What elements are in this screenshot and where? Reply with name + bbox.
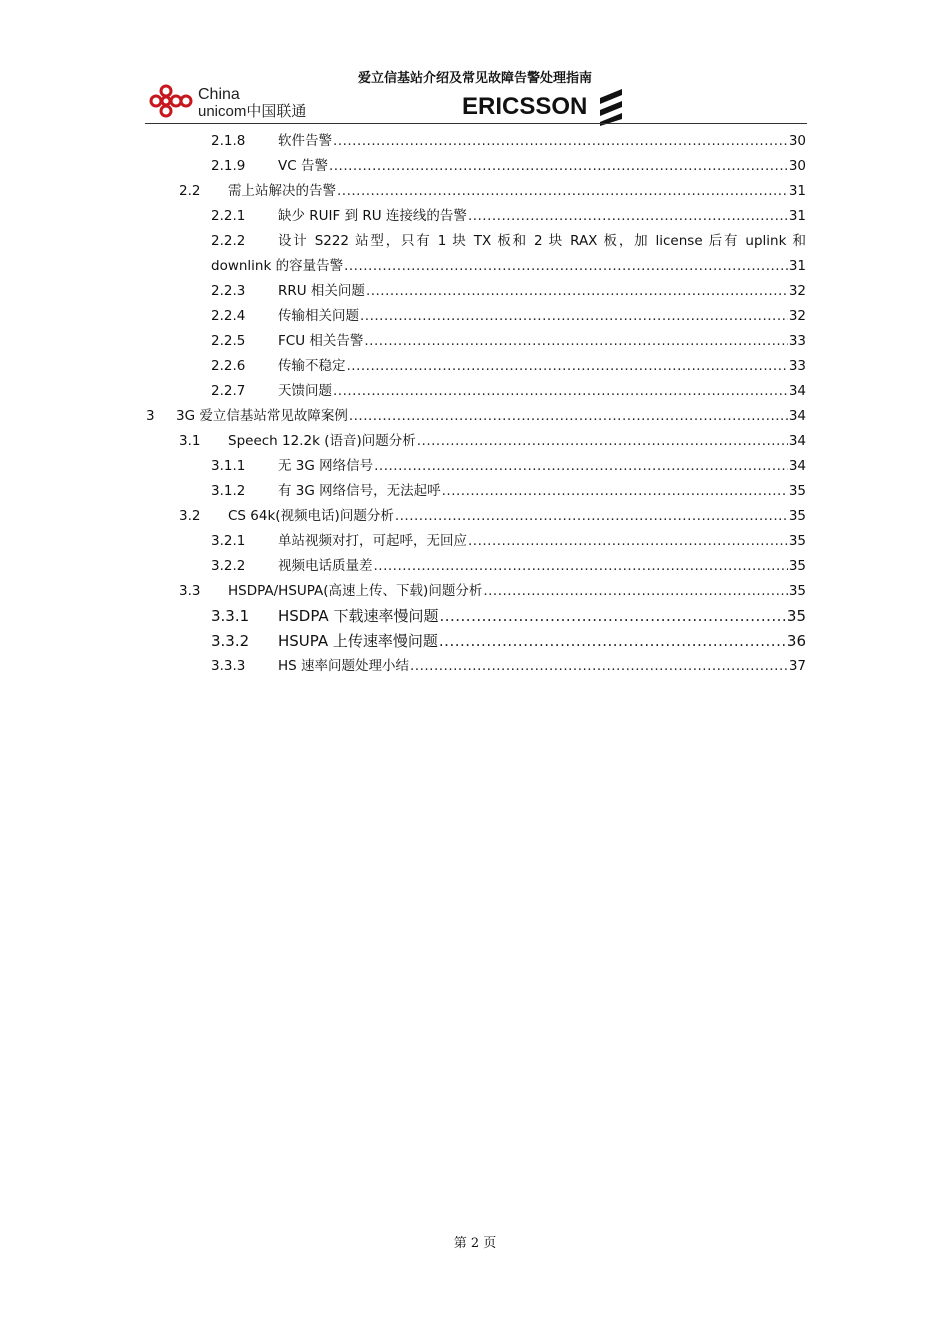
toc-entry[interactable]: 3.2.1 单站视频对打，可起呼，无回应 ..... 35 <box>146 529 806 554</box>
toc-entry[interactable]: 2.2.4 传输相关问题 ..... 32 <box>146 304 806 329</box>
toc-entry[interactable]: 3.2 CS 64k(视频电话)问题分析 ..... 35 <box>146 504 806 529</box>
toc-entry[interactable]: 2.1.9 VC 告警 ..... 30 <box>146 154 806 179</box>
toc-entry[interactable]: 3.3.1 HSDPA 下载速率慢问题 ..... 35 <box>146 604 806 629</box>
toc-entry[interactable]: 2.2.1 缺少 RUIF 到 RU 连接线的告警 ..... 31 <box>146 204 806 229</box>
document-header-title: 爱立信基站介绍及常见故障告警处理指南 <box>357 71 592 86</box>
china-unicom-logo <box>146 81 326 121</box>
toc-entry[interactable]: 2.2.2 设计 S222 站型，只有 1 块 TX 板和 2 块 RAX 板，加 license 后有 uplink 和 downlink 的容量告警 ..... 31 <box>146 229 806 279</box>
toc-entry[interactable]: 3.2.2 视频电话质量差 ..... 35 <box>146 554 806 579</box>
toc-entry[interactable]: 2.2.7 天馈问题 ..... 34 <box>146 379 806 404</box>
toc-entry[interactable]: 3.3.2 HSUPA 上传速率慢问题 ..... 36 <box>146 629 806 654</box>
toc-entry[interactable]: 2.2.5 FCU 相关告警 ..... 33 <box>146 329 806 354</box>
table-of-contents <box>146 129 806 679</box>
toc-entry[interactable]: 3 3G 爱立信基站常见故障案例 ..... 34 <box>146 404 806 429</box>
toc-entry[interactable]: 2.1.8 软件告警 ..... 30 <box>146 129 806 154</box>
toc-entry[interactable]: 2.2.6 传输不稳定 ..... 33 <box>146 354 806 379</box>
toc-entry[interactable]: 2.2.3 RRU 相关问题 ..... 32 <box>146 279 806 304</box>
ericsson-logo <box>462 86 632 126</box>
toc-entry[interactable]: 3.3.3 HS 速率问题处理小结 ..... 37 <box>146 654 806 679</box>
svg-text:China: China <box>198 86 240 103</box>
page-footer: 第 2 页 <box>453 1236 497 1251</box>
toc-entry[interactable]: 3.1.1 无 3G 网络信号 ..... 34 <box>146 454 806 479</box>
toc-entry[interactable]: 3.3 HSDPA/HSUPA(高速上传、下载)问题分析 ..... 35 <box>146 579 806 604</box>
toc-entry[interactable]: 2.2 需上站解决的告警 ..... 31 <box>146 179 806 204</box>
svg-text:unicom中国联通: unicom中国联通 <box>198 103 307 120</box>
header-divider <box>145 123 807 124</box>
toc-entry[interactable]: 3.1.2 有 3G 网络信号，无法起呼 ..... 35 <box>146 479 806 504</box>
svg-text:ERICSSON: ERICSSON <box>462 93 588 120</box>
toc-entry[interactable]: 3.1 Speech 12.2k (语音)问题分析 ..... 34 <box>146 429 806 454</box>
